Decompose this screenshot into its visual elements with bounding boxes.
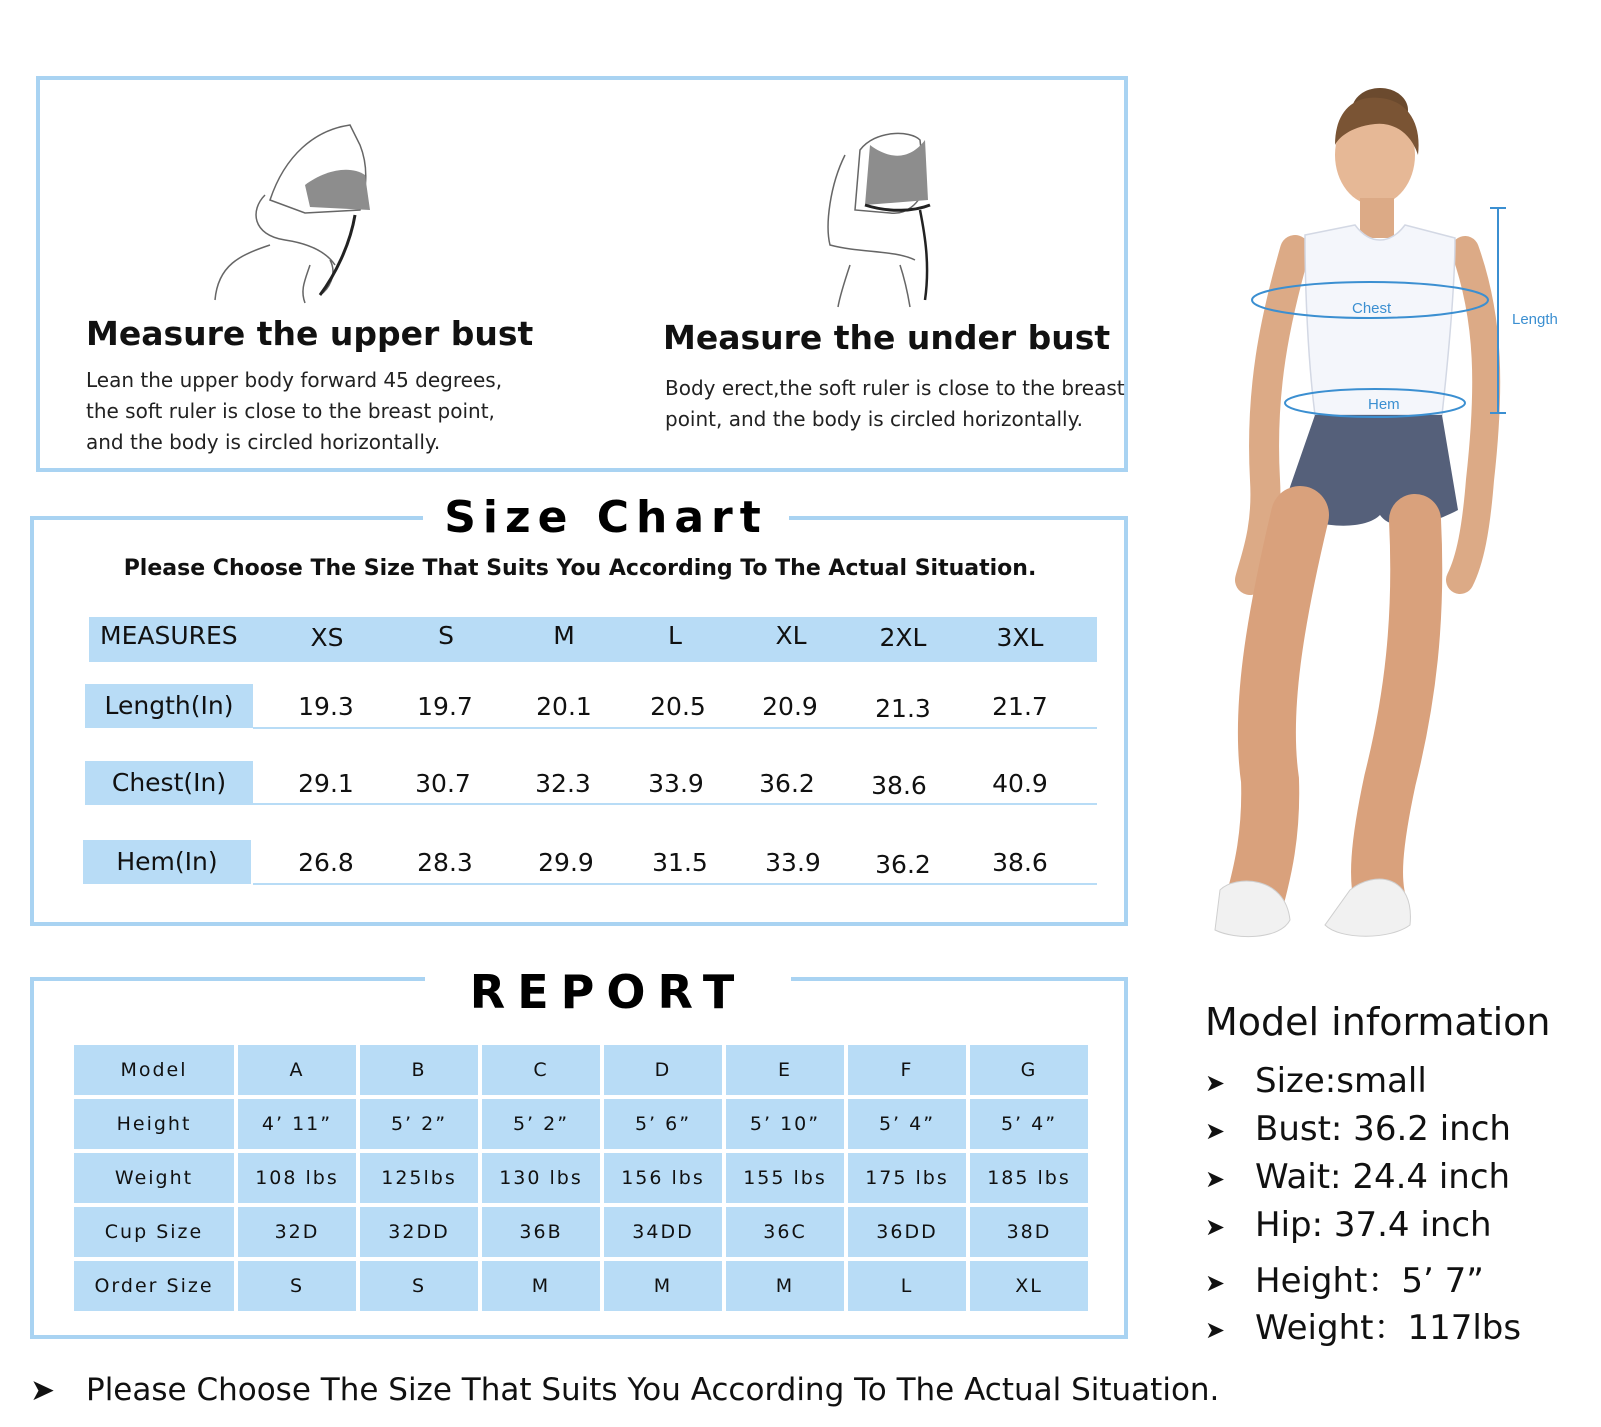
report-cell: E	[726, 1045, 844, 1095]
row-line-chest	[253, 803, 1097, 805]
report-cell: M	[604, 1261, 722, 1311]
length-l: 20.5	[650, 692, 706, 721]
report-cell: M	[482, 1261, 600, 1311]
report-cell: 108 lbs	[238, 1153, 356, 1203]
report-cell: 34DD	[604, 1207, 722, 1257]
chest-m: 32.3	[535, 769, 591, 798]
report-cell: 5’ 2”	[360, 1099, 478, 1149]
size-header-m: M	[553, 621, 575, 650]
report-cell: D	[604, 1045, 722, 1095]
upper-bust-title: Measure the upper bust	[86, 314, 534, 353]
model-info-bust	[1205, 1109, 1511, 1149]
report-cell: 5’ 4”	[970, 1099, 1088, 1149]
footer-note	[30, 1372, 1219, 1408]
arrow-bullet-icon: ➤	[1205, 1164, 1226, 1193]
length-s: 19.7	[417, 692, 473, 721]
arrow-bullet-icon: ➤	[1205, 1268, 1226, 1297]
report-cell: 155 lbs	[726, 1153, 844, 1203]
hem-l: 31.5	[652, 848, 708, 877]
report-cell: 4’ 11”	[238, 1099, 356, 1149]
arrow-bullet-icon: ➤	[1205, 1116, 1226, 1145]
report-table	[70, 1041, 1092, 1315]
chest-s: 30.7	[415, 769, 471, 798]
report-cell: 125lbs	[360, 1153, 478, 1203]
report-cell: C	[482, 1045, 600, 1095]
report-cell: 5’ 6”	[604, 1099, 722, 1149]
report-cell: 36C	[726, 1207, 844, 1257]
model-info-height-text: Height：5’ 7”	[1255, 1261, 1484, 1301]
model-info-weight	[1205, 1300, 1521, 1349]
length-m: 20.1	[536, 692, 592, 721]
upper-bust-illustration	[210, 115, 390, 305]
under-bust-illustration	[820, 125, 970, 310]
report-cell: F	[848, 1045, 966, 1095]
size-header-xl: XL	[775, 621, 807, 650]
report-row-model	[74, 1045, 1088, 1095]
report-cell: A	[238, 1045, 356, 1095]
arrow-bullet-icon: ➤	[1205, 1315, 1226, 1344]
arrow-bullet-icon: ➤	[1205, 1068, 1226, 1097]
model-info-title: Model information	[1205, 1000, 1551, 1044]
report-row-weight	[74, 1153, 1088, 1203]
hem-xs: 26.8	[298, 848, 354, 877]
report-cell: L	[848, 1261, 966, 1311]
report-cell: 32DD	[360, 1207, 478, 1257]
hem-xl: 33.9	[765, 848, 821, 877]
under-bust-line-2: point, and the body is circled horizontally.	[665, 407, 1083, 431]
upper-bust-line-3: and the body is circled horizontally.	[86, 430, 441, 454]
report-cell: 36B	[482, 1207, 600, 1257]
report-title: REPORT	[425, 965, 791, 1019]
row-line-hem	[253, 883, 1097, 885]
size-chart-subtitle: Please Choose The Size That Suits You According To The Actual Situation.	[123, 556, 1037, 581]
length-2xl: 21.3	[875, 694, 931, 723]
row-label-hem: Hem(In)	[83, 840, 251, 884]
report-label-order-size: Order Size	[74, 1261, 234, 1311]
size-header-l: L	[668, 621, 682, 650]
report-cell: S	[238, 1261, 356, 1311]
model-info-hip	[1205, 1205, 1492, 1245]
report-label-model: Model	[74, 1045, 234, 1095]
chest-l: 33.9	[648, 769, 704, 798]
report-row-height	[74, 1099, 1088, 1149]
hem-2xl: 36.2	[875, 850, 931, 879]
length-label: Length	[1512, 311, 1558, 328]
report-cell: G	[970, 1045, 1088, 1095]
model-info-size	[1205, 1061, 1427, 1101]
size-chart-title: Size Chart	[423, 492, 789, 543]
report-cell: 5’ 10”	[726, 1099, 844, 1149]
report-label-weight: Weight	[74, 1153, 234, 1203]
row-label-chest: Chest(In)	[85, 761, 253, 805]
report-label-cup-size: Cup Size	[74, 1207, 234, 1257]
report-cell: 5’ 2”	[482, 1099, 600, 1149]
length-xs: 19.3	[298, 692, 354, 721]
report-cell: 36DD	[848, 1207, 966, 1257]
report-cell: 130 lbs	[482, 1153, 600, 1203]
hem-m: 29.9	[538, 848, 594, 877]
length-3xl: 21.7	[992, 692, 1048, 721]
model-info-waist-text: Wait: 24.4 inch	[1255, 1157, 1511, 1197]
report-cell: 185 lbs	[970, 1153, 1088, 1203]
row-line-length	[253, 727, 1097, 729]
report-cell: S	[360, 1261, 478, 1311]
report-cell: M	[726, 1261, 844, 1311]
model-info-bust-text: Bust: 36.2 inch	[1255, 1109, 1511, 1149]
report-cell: B	[360, 1045, 478, 1095]
footer-note-text: Please Choose The Size That Suits You According To The Actual Situation.	[86, 1372, 1220, 1408]
report-cell: 156 lbs	[604, 1153, 722, 1203]
hem-3xl: 38.6	[992, 848, 1048, 877]
arrow-bullet-icon: ➤	[1205, 1212, 1226, 1241]
report-cell: 175 lbs	[848, 1153, 966, 1203]
report-cell: 38D	[970, 1207, 1088, 1257]
model-info-weight-text: Weight：117lbs	[1255, 1308, 1522, 1348]
length-xl: 20.9	[762, 692, 818, 721]
size-header-3xl: 3XL	[996, 623, 1044, 652]
upper-bust-line-1: Lean the upper body forward 45 degrees,	[86, 368, 503, 392]
chest-xl: 36.2	[759, 769, 815, 798]
chest-label: Chest	[1352, 300, 1392, 317]
report-cell: XL	[970, 1261, 1088, 1311]
measures-header-label: MEASURES	[100, 621, 238, 650]
report-cell: 32D	[238, 1207, 356, 1257]
chest-3xl: 40.9	[992, 769, 1048, 798]
arrow-bullet-icon: ➤	[30, 1373, 56, 1408]
model-info-height	[1205, 1253, 1484, 1302]
model-info-hip-text: Hip: 37.4 inch	[1255, 1205, 1492, 1245]
report-cell: 5’ 4”	[848, 1099, 966, 1149]
size-header-2xl: 2XL	[879, 623, 927, 652]
report-row-order-size	[74, 1261, 1088, 1311]
chest-2xl: 38.6	[871, 771, 927, 800]
size-header-s: S	[438, 621, 454, 650]
hem-s: 28.3	[417, 848, 473, 877]
chest-xs: 29.1	[298, 769, 354, 798]
row-label-length: Length(In)	[85, 684, 253, 728]
under-bust-line-1: Body erect,the soft ruler is close to the breast	[665, 376, 1125, 400]
under-bust-title: Measure the under bust	[663, 318, 1111, 357]
hem-label: Hem	[1368, 396, 1400, 413]
model-photo	[1190, 60, 1590, 975]
size-header-xs: XS	[310, 623, 344, 652]
model-info-waist	[1205, 1157, 1510, 1197]
upper-bust-line-2: the soft ruler is close to the breast point,	[86, 399, 495, 423]
model-info-size-text: Size:small	[1255, 1061, 1427, 1101]
report-label-height: Height	[74, 1099, 234, 1149]
report-row-cup-size	[74, 1207, 1088, 1257]
